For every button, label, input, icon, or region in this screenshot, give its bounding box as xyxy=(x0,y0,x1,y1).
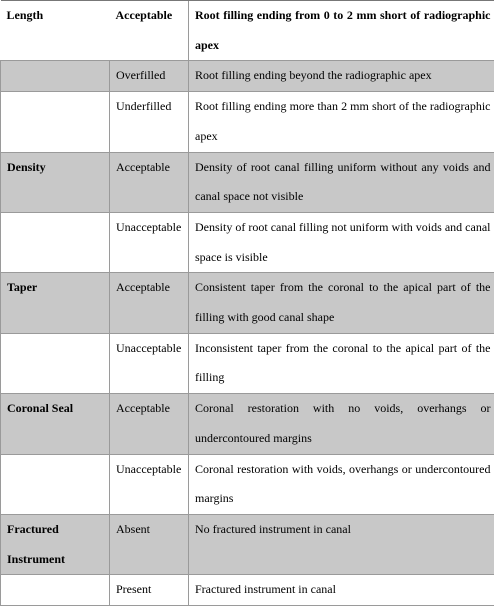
grade-cell: Absent xyxy=(110,514,189,574)
table-row xyxy=(1,575,494,606)
table-row xyxy=(1,273,494,333)
definition-cell: Root filling ending beyond the radiographic apex xyxy=(189,61,494,92)
grade-cell: Acceptable xyxy=(110,394,189,454)
table-row xyxy=(1,333,494,393)
grade-cell: Present xyxy=(110,575,189,606)
table-row xyxy=(1,212,494,272)
grade-cell: Acceptable xyxy=(110,152,189,212)
table-row xyxy=(1,92,494,152)
criterion-cell xyxy=(1,454,110,514)
definition-cell: No fractured instrument in canal xyxy=(189,514,494,574)
definition-cell: Density of root canal filling not uniform with voids and canal space is visible xyxy=(189,212,494,272)
definition-cell: Fractured instrument in canal xyxy=(189,575,494,606)
header-definition: Root filling ending from 0 to 2 mm short of radiographic apex xyxy=(189,1,494,61)
criterion-cell xyxy=(1,212,110,272)
table-row xyxy=(1,152,494,212)
criterion-cell: Fractured Instrument xyxy=(1,514,110,574)
grade-cell: Underfilled xyxy=(110,92,189,152)
definition-cell: Density of root canal filling uniform without any voids and canal space not visible xyxy=(189,152,494,212)
header-acceptable: Acceptable xyxy=(110,1,189,61)
grade-cell: Unacceptable xyxy=(110,333,189,393)
criterion-cell xyxy=(1,575,110,606)
grade-cell: Unacceptable xyxy=(110,454,189,514)
definition-cell: Inconsistent taper from the coronal to the apical part of the filling xyxy=(189,333,494,393)
definition-cell: Coronal restoration with no voids, overhangs or undercontoured margins xyxy=(189,394,494,454)
criterion-cell: Taper xyxy=(1,273,110,333)
grade-cell: Acceptable xyxy=(110,273,189,333)
grade-cell: Unacceptable xyxy=(110,212,189,272)
table-row xyxy=(1,454,494,514)
definition-cell: Coronal restoration with voids, overhangs or undercontoured margins xyxy=(189,454,494,514)
criterion-cell xyxy=(1,61,110,92)
table-row xyxy=(1,394,494,454)
table-row xyxy=(1,514,494,574)
criterion-cell: Coronal Seal xyxy=(1,394,110,454)
definition-cell: Root filling ending more than 2 mm short of the radiographic apex xyxy=(189,92,494,152)
table-row xyxy=(1,61,494,92)
table-header-row xyxy=(1,1,494,61)
grade-cell: Overfilled xyxy=(110,61,189,92)
definition-cell: Consistent taper from the coronal to the apical part of the filling with good canal shape xyxy=(189,273,494,333)
criterion-cell: Density xyxy=(1,152,110,212)
criterion-cell xyxy=(1,92,110,152)
header-length: Length xyxy=(1,1,110,61)
criterion-cell xyxy=(1,333,110,393)
